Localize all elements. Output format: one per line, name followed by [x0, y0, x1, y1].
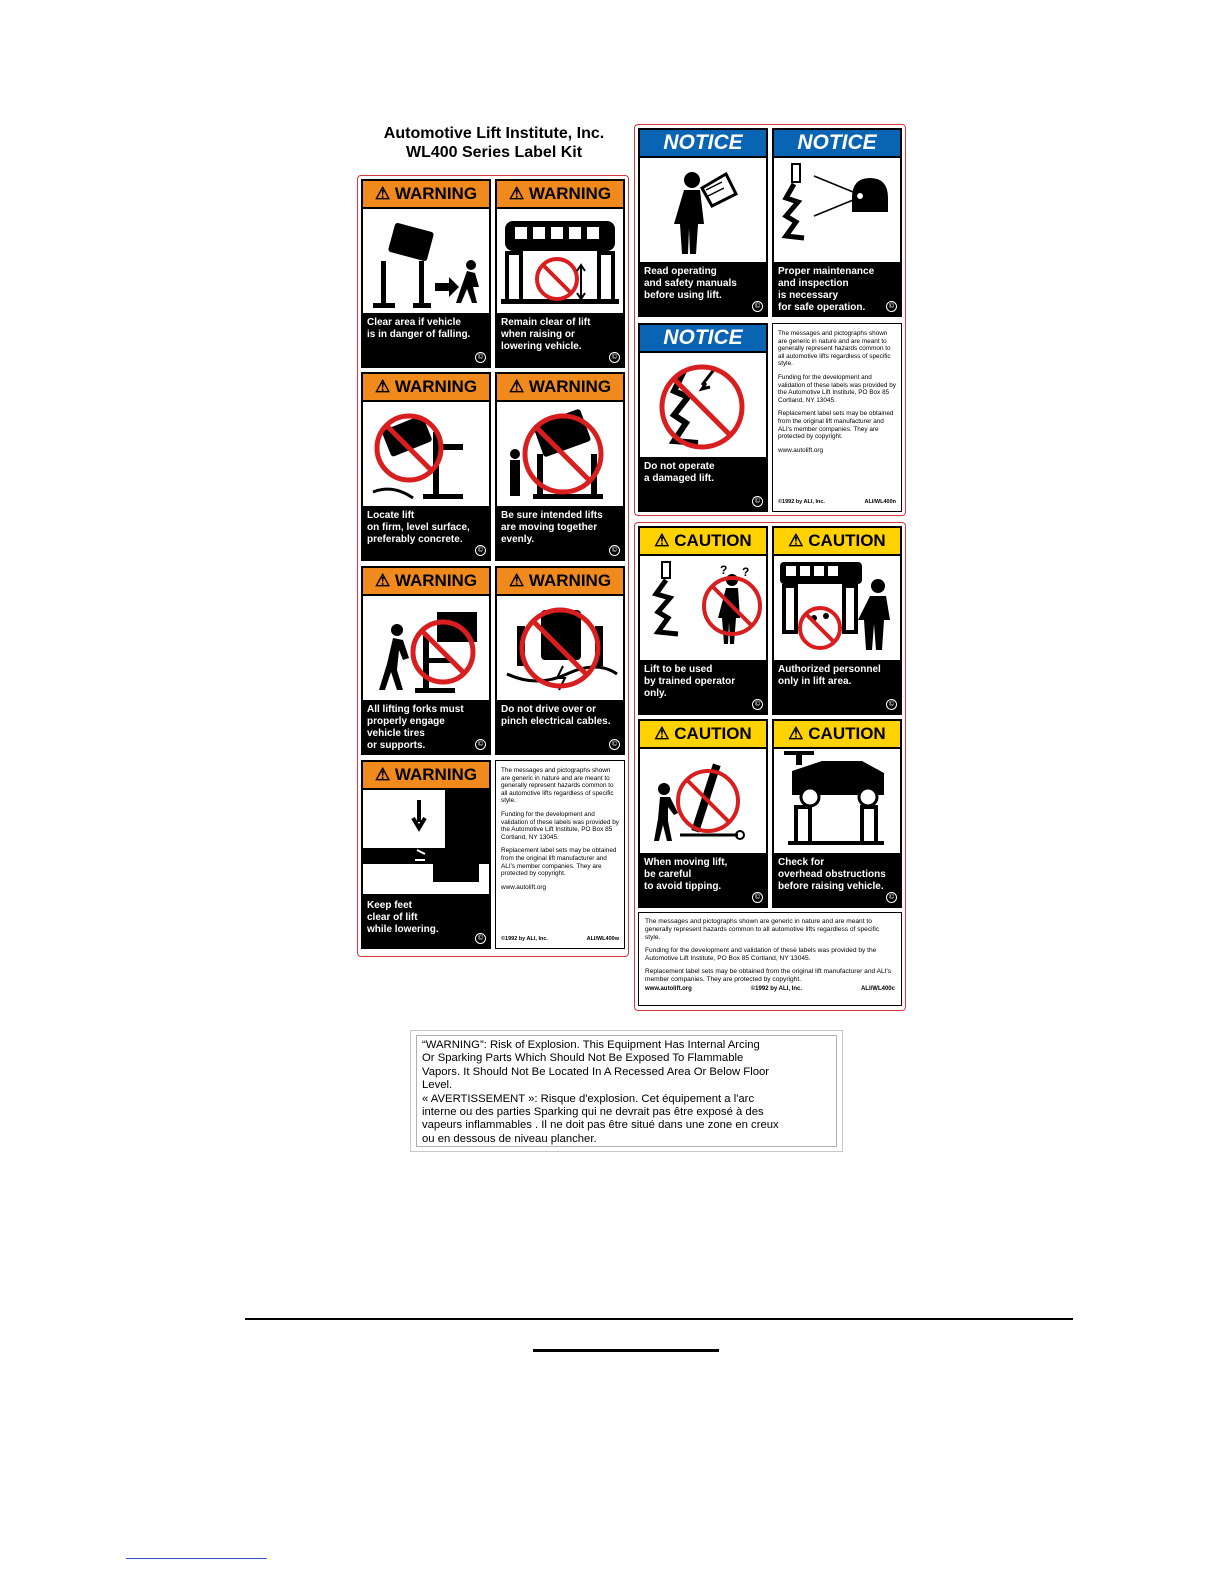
info-paragraph: The messages and pictographs shown are generic in nature and are meant to generally represent hazards common to all automotive lifts regardless of specific style.: [501, 767, 614, 805]
copyright-icon: ©: [475, 739, 486, 750]
warning-header: ⚠ WARNING: [363, 762, 489, 788]
overhead-obstruction-icon: [774, 749, 900, 853]
trained-operator-icon: [640, 556, 766, 660]
warning-label-lifts-together: [495, 372, 625, 561]
footnote-rule: [126, 1558, 267, 1559]
copyright-icon: ©: [752, 699, 763, 710]
warning-label-level-surface: [361, 372, 491, 561]
warning-label-sheet: [357, 175, 629, 957]
info-paragraph: The messages and pictographs shown are generic in nature and are meant to generally represent hazards common to all automotive lifts regardless of specific style.: [645, 918, 880, 941]
warning-label-keep-feet-clear: [361, 760, 491, 949]
notice-label-sheet: [634, 124, 906, 516]
explosion-warning-notice: [410, 1030, 843, 1152]
warning-header: ⚠ WARNING: [497, 181, 623, 207]
info-copyright: ©1992 by ALI, Inc.: [778, 499, 825, 506]
copyright-icon: ©: [886, 892, 897, 903]
warning-header: ⚠ WARNING: [497, 374, 623, 400]
warning-header: ⚠ WARNING: [363, 374, 489, 400]
caution-header: ⚠ CAUTION: [774, 721, 900, 747]
falling-vehicle-icon: [363, 209, 489, 313]
copyright-icon: ©: [475, 933, 486, 944]
warning-sheet-info-panel: [495, 760, 625, 949]
warning-label-electrical-cables: [495, 566, 625, 755]
copyright-icon: ©: [609, 545, 620, 556]
label-caption: All lifting forks must properly engage vehicle tires or supports.: [367, 704, 464, 751]
info-paragraph: Replacement label sets may be obtained from the original lift manufacturer and ALI's member companies. They are protected by copyright.: [645, 968, 892, 983]
notice-sheet-info-panel: [772, 323, 902, 512]
warning-label-lifting-forks: [361, 566, 491, 755]
inspection-icon: [774, 158, 900, 262]
kit-title-line1: Automotive Lift Institute, Inc.: [383, 125, 605, 142]
warning-header: ⚠ WARNING: [363, 568, 489, 594]
warning-header: ⚠ WARNING: [497, 568, 623, 594]
copyright-icon: ©: [475, 545, 486, 556]
label-caption: Locate lift on firm, level surface, preferably concrete.: [367, 510, 470, 545]
label-caption: Check for overhead obstructions before raising vehicle.: [778, 857, 886, 892]
copyright-icon: ©: [609, 739, 620, 750]
copyright-icon: ©: [609, 352, 620, 363]
caution-label-moving-lift: [638, 719, 768, 908]
caution-header: ⚠ CAUTION: [774, 528, 900, 554]
copyright-icon: ©: [475, 352, 486, 363]
kit-title-line2: WL400 Series Label Kit: [405, 144, 583, 161]
info-paragraph: The messages and pictographs shown are generic in nature and are meant to generally represent hazards common to all automotive lifts regardless of specific style.: [778, 330, 891, 368]
svg-text:?: ?: [742, 565, 750, 579]
caution-label-overhead-obstructions: [772, 719, 902, 908]
label-caption: Remain clear of lift when raising or lowering vehicle.: [501, 317, 591, 352]
label-caption: When moving lift, be careful to avoid tipping.: [644, 857, 728, 892]
caution-label-authorized-personnel: [772, 526, 902, 715]
label-caption: Clear area if vehicle is in danger of falling.: [367, 317, 471, 340]
info-code: ALI/WL400c: [860, 986, 895, 992]
warning-label-raising-lowering: [495, 179, 625, 368]
info-url: www.autolift.org: [778, 446, 824, 454]
label-caption: Do not drive over or pinch electrical cables.: [501, 704, 611, 727]
notice-header: NOTICE: [640, 130, 766, 156]
lifting-forks-icon: [363, 596, 489, 700]
notice-label-damaged-lift: [638, 323, 768, 512]
label-caption: Read operating and safety manuals before using lift.: [644, 266, 737, 301]
reading-manual-icon: [640, 158, 766, 262]
electrical-cable-icon: [497, 596, 623, 700]
label-caption: Authorized personnel only in lift area.: [778, 664, 881, 687]
label-caption: Proper maintenance and inspection is necessary for safe operation.: [778, 266, 875, 313]
info-url: www.autolift.org: [501, 883, 547, 891]
info-paragraph: Funding for the development and validation of these labels was provided by the Automotive Lift Institute, PO Box 85 Cortland, NY 13045.: [501, 810, 619, 841]
damaged-lift-icon: [640, 353, 766, 457]
notice-label-read-manuals: [638, 128, 768, 317]
warning-label-vehicle-falling: [361, 179, 491, 368]
uneven-lifts-icon: [497, 402, 623, 506]
notice-header: NOTICE: [774, 130, 900, 156]
foot-crush-icon: [363, 790, 489, 894]
uneven-surface-icon: [363, 402, 489, 506]
caution-label-trained-operator: [638, 526, 768, 715]
label-caption: Lift to be used by trained operator only.: [644, 664, 736, 699]
info-paragraph: Funding for the development and validation of these labels was provided by the Automotive Lift Institute, PO Box 85 Cortland, NY 13045.: [645, 947, 877, 962]
copyright-icon: ©: [752, 892, 763, 903]
horizontal-rule: [245, 1318, 1073, 1320]
caution-header: ⚠ CAUTION: [640, 721, 766, 747]
notice-label-maintenance: [772, 128, 902, 317]
caution-sheet-info-panel: [638, 912, 902, 1006]
caution-header: ⚠ CAUTION: [640, 528, 766, 554]
lift-clearance-icon: [497, 209, 623, 313]
label-caption: Do not operate a damaged lift.: [644, 461, 715, 484]
copyright-icon: ©: [886, 699, 897, 710]
warning-header: ⚠ WARNING: [363, 181, 489, 207]
info-url: www.autolift.org: [645, 986, 692, 992]
copyright-icon: ©: [886, 301, 897, 312]
notice-header: NOTICE: [640, 325, 766, 351]
info-copyright: ©1992 by ALI, Inc.: [501, 936, 548, 943]
kit-title: [360, 124, 628, 162]
copyright-icon: ©: [752, 496, 763, 507]
svg-text:?: ?: [720, 563, 728, 577]
tipping-lift-icon: [640, 749, 766, 853]
short-underline: [533, 1349, 719, 1352]
info-paragraph: Replacement label sets may be obtained from the original lift manufacturer and ALI's member companies. They are protected by copyright.: [778, 410, 894, 441]
label-caption: Be sure intended lifts are moving together evenly.: [501, 510, 603, 545]
info-copyright: ©1992 by ALI, Inc.: [750, 986, 802, 992]
authorized-personnel-icon: [774, 556, 900, 660]
info-code: ALI/WL400n: [864, 499, 896, 506]
label-caption: Keep feet clear of lift while lowering.: [367, 900, 439, 935]
info-code: ALI/WL400w: [586, 936, 619, 943]
info-paragraph: Funding for the development and validation of these labels was provided by the Automotive Lift Institute, PO Box 85 Cortland, NY 13045.: [778, 373, 896, 404]
explosion-warning-text: “WARNING”: Risk of Explosion. This Equipment Has Internal Arcing Or Sparking Parts Which Should Not Be Exposed To Flammable Vapors. It Should Not Be Located In A Recessed Area Or Below Floor Level. « AVERTISSEMENT »: Risque d'explosion. Cet équipement a l'arc interne ou des parties Sparking qui ne devrait pas être exposé à des vapeurs inflammables . Il ne doit pas être situé dans une zone en creux ou en dessous de niveau plancher.: [416, 1035, 837, 1147]
copyright-icon: ©: [752, 301, 763, 312]
caution-label-sheet: [634, 522, 906, 1011]
info-paragraph: Replacement label sets may be obtained from the original lift manufacturer and ALI's member companies. They are protected by copyright.: [501, 847, 617, 878]
